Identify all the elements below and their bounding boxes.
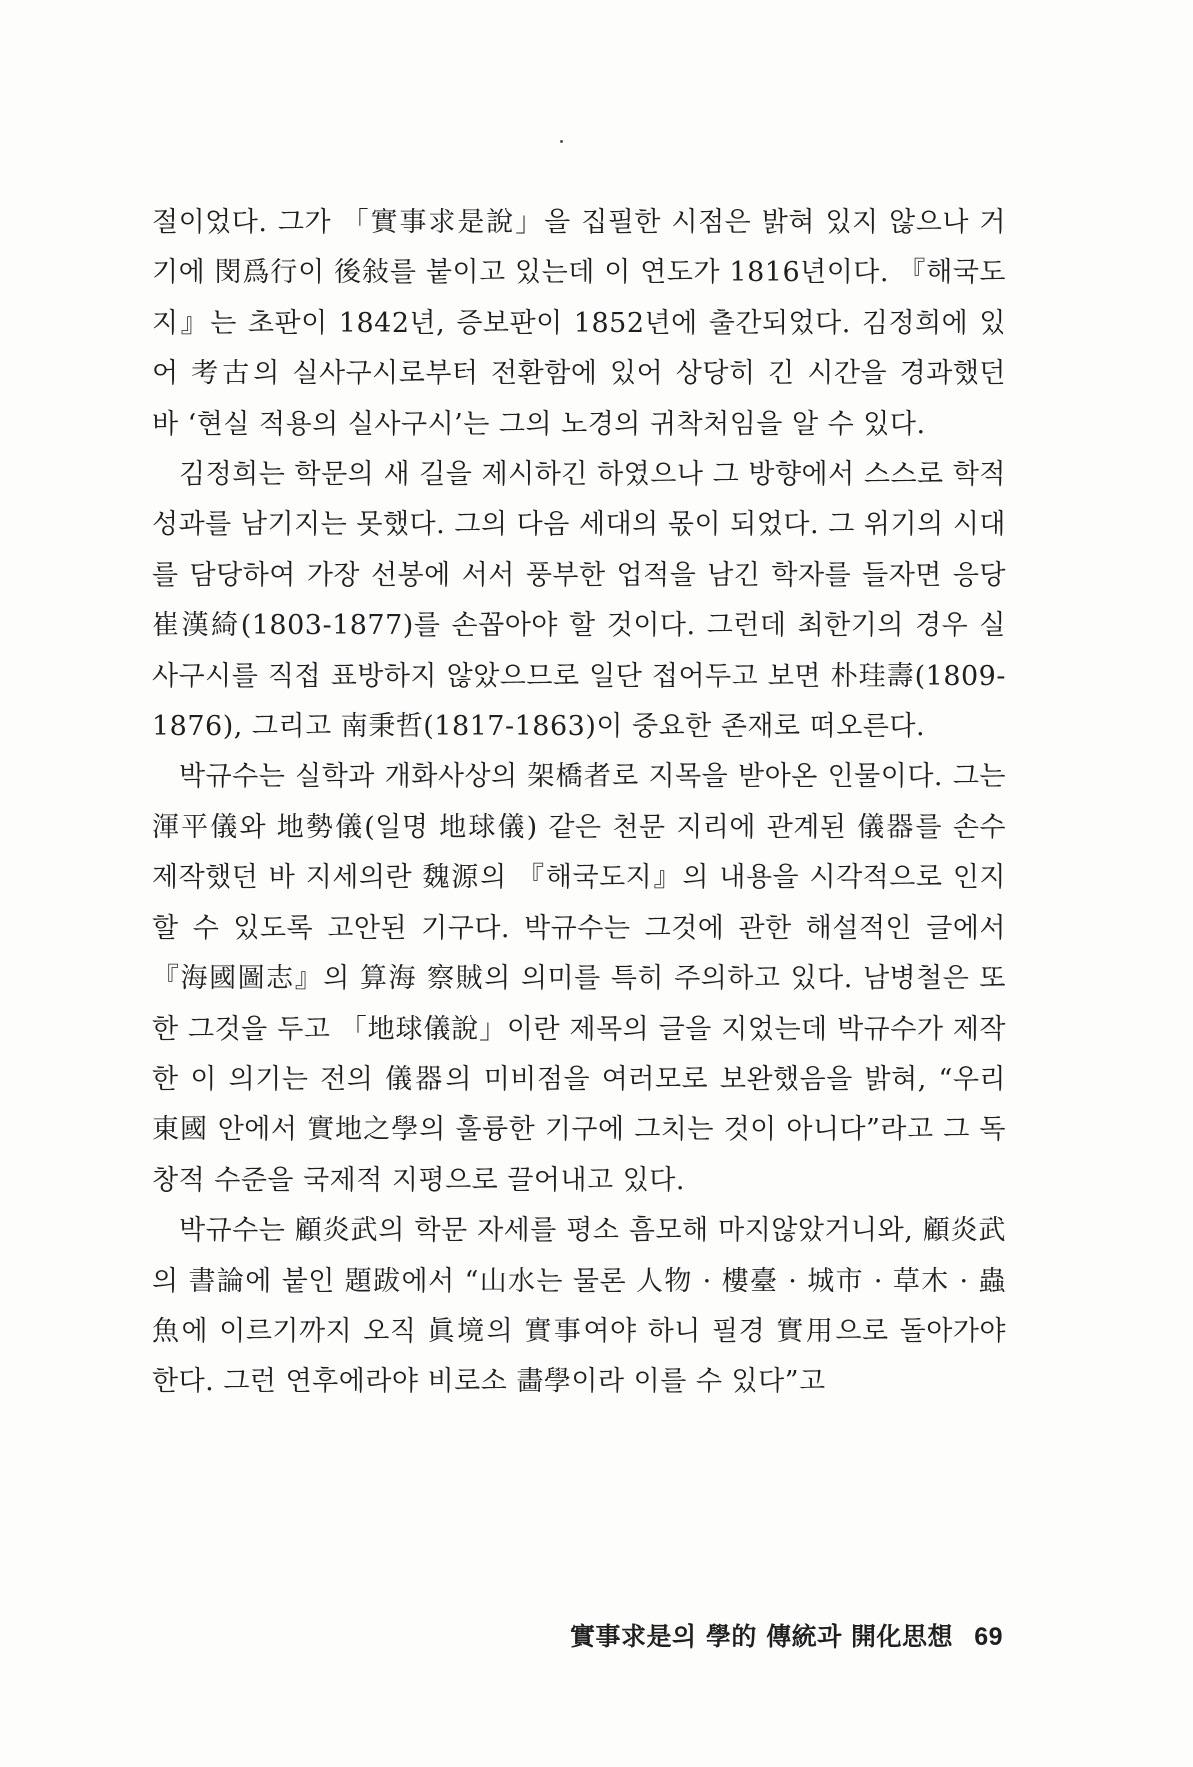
paragraph-1: 절이었다. 그가 「實事求是說」을 집필한 시점은 밝혀 있지 않으나 거기에 閔爲行이 後敍를 붙이고 있는데 이 연도가 1816년이다. 『해국도지』는 초판이 1842년, 증보판이 1852년에 출간되었다. 김정희에 있어 考古의 실사구시로부터 전환함에 있어 상당히 긴 시간을 경과했던 바 ‘현실 적용의 실사구시’는 그의 노경의 귀착처임을 알 수 있다. xyxy=(152,207,1006,440)
main-text-block xyxy=(152,198,1006,1408)
paragraph-4: 박규수는 顧炎武의 학문 자세를 평소 흠모해 마지않았거니와, 顧炎武의 書論에 붙인 題跋에서 “山水는 물론 人物 · 樓臺 · 城市 · 草木 · 蟲魚에 이르기까지 오직 眞境의 實事여야 하니 필경 實用으로 돌아가야 한다. 그런 연후에라야 비로소 畵學이라 이를 수 있다”고 xyxy=(152,1215,1006,1398)
page-speck xyxy=(560,140,563,143)
paragraph-2: 김정희는 학문의 새 길을 제시하긴 하였으나 그 방향에서 스스로 학적 성과를 남기지는 못했다. 그의 다음 세대의 몫이 되었다. 그 위기의 시대를 담당하여 가장 선봉에 서서 풍부한 업적을 남긴 학자를 들자면 응당 崔漢綺(1803-1877)를 손꼽아야 할 것이다. 그런데 최한기의 경우 실사구시를 직접 표방하지 않았으므로 일단 접어두고 보면 朴珪壽(1809-1876), 그리고 南秉哲(1817-1863)이 중요한 존재로 떠오른다. xyxy=(152,459,1006,743)
running-footer xyxy=(570,1620,1003,1654)
footer-title: 實事求是의 學的 傳統과 開化思想 xyxy=(570,1622,953,1651)
page-number: 69 xyxy=(974,1623,1003,1651)
paragraph-3: 박규수는 실학과 개화사상의 架橋者로 지목을 받아온 인물이다. 그는 渾平儀와 地勢儀(일명 地球儀) 같은 천문 지리에 관계된 儀器를 손수 제작했던 바 지세의란 魏源의 『해국도지』의 내용을 시각적으로 인지할 수 있도록 고안된 기구다. 박규수는 그것에 관한 해설적인 글에서 『海國圖志』의 算海 察賊의 의미를 특히 주의하고 있다. 남병철은 또한 그것을 두고 「地球儀說」이란 제목의 글을 지었는데 박규수가 제작한 이 의기는 전의 儀器의 미비점을 여러모로 보완했음을 밝혀, “우리 東國 안에서 實地之學의 훌륭한 기구에 그치는 것이 아니다”라고 그 독창적 수준을 국제적 지평으로 끌어내고 있다. xyxy=(152,761,1006,1196)
